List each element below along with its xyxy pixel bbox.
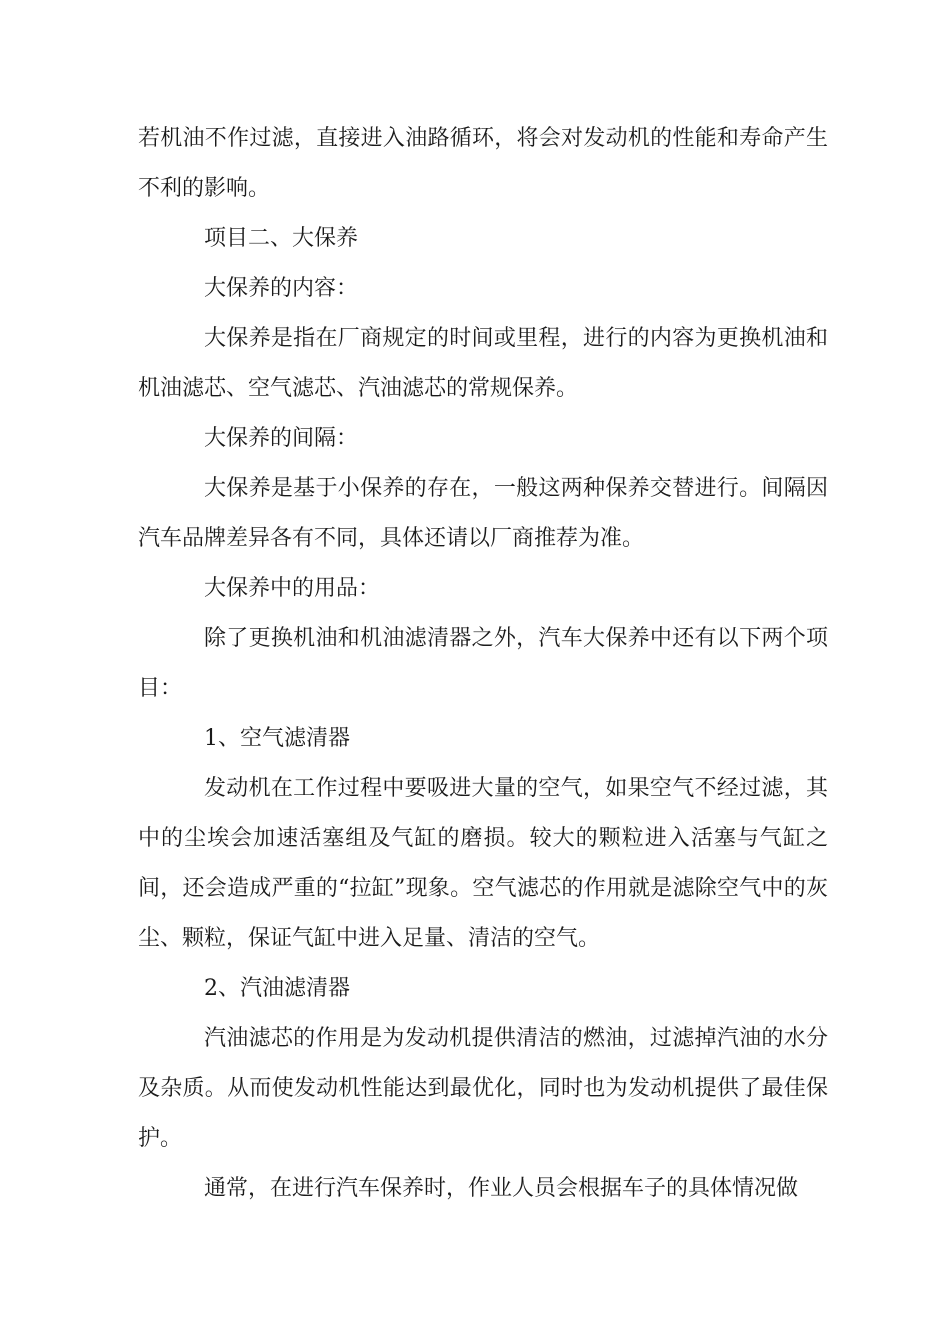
- heading-major-service-supplies: 大保养中的用品：: [204, 576, 381, 601]
- paragraph-major-service-supplies: 除了更换机油和机油滤清器之外，汽车大保养中还有以下两个项目：: [138, 626, 828, 701]
- paragraph-service-note: 通常，在进行汽车保养时，作业人员会根据车子的具体情况做: [204, 1176, 799, 1201]
- paragraph-air-filter: 发动机在工作过程中要吸进大量的空气，如果空气不经过滤，其中的尘埃会加速活塞组及气缸的磨损。较大的颗粒进入活塞与气缸之间，还会造成严重的“拉缸”现象。空气滤芯的作用就是滤除空气中的灰尘、颗粒，保证气缸中进入足量、清洁的空气。: [138, 776, 828, 951]
- heading-major-service-interval: 大保养的间隔：: [204, 426, 359, 451]
- paragraph-major-service-content: 大保养是指在厂商规定的时间或里程，进行的内容为更换机油和机油滤芯、空气滤芯、汽油滤芯的常规保养。: [138, 326, 828, 401]
- paragraph-fuel-filter: 汽油滤芯的作用是为发动机提供清洁的燃油，过滤掉汽油的水分及杂质。从而使发动机性能达到最优化，同时也为发动机提供了最佳保护。: [138, 1026, 828, 1151]
- heading-project-two-major-service: 项目二、大保养: [204, 226, 359, 251]
- paragraph-oil-filter-conclusion: 若机油不作过滤，直接进入油路循环，将会对发动机的性能和寿命产生不利的影响。: [138, 126, 828, 201]
- document-body: [138, 114, 828, 1214]
- heading-fuel-filter: 2、汽油滤清器: [204, 976, 350, 1001]
- heading-air-filter: 1、空气滤清器: [204, 726, 350, 751]
- paragraph-major-service-interval: 大保养是基于小保养的存在，一般这两种保养交替进行。间隔因汽车品牌差异各有不同，具体还请以厂商推荐为准。: [138, 476, 828, 551]
- heading-major-service-content: 大保养的内容：: [204, 276, 359, 301]
